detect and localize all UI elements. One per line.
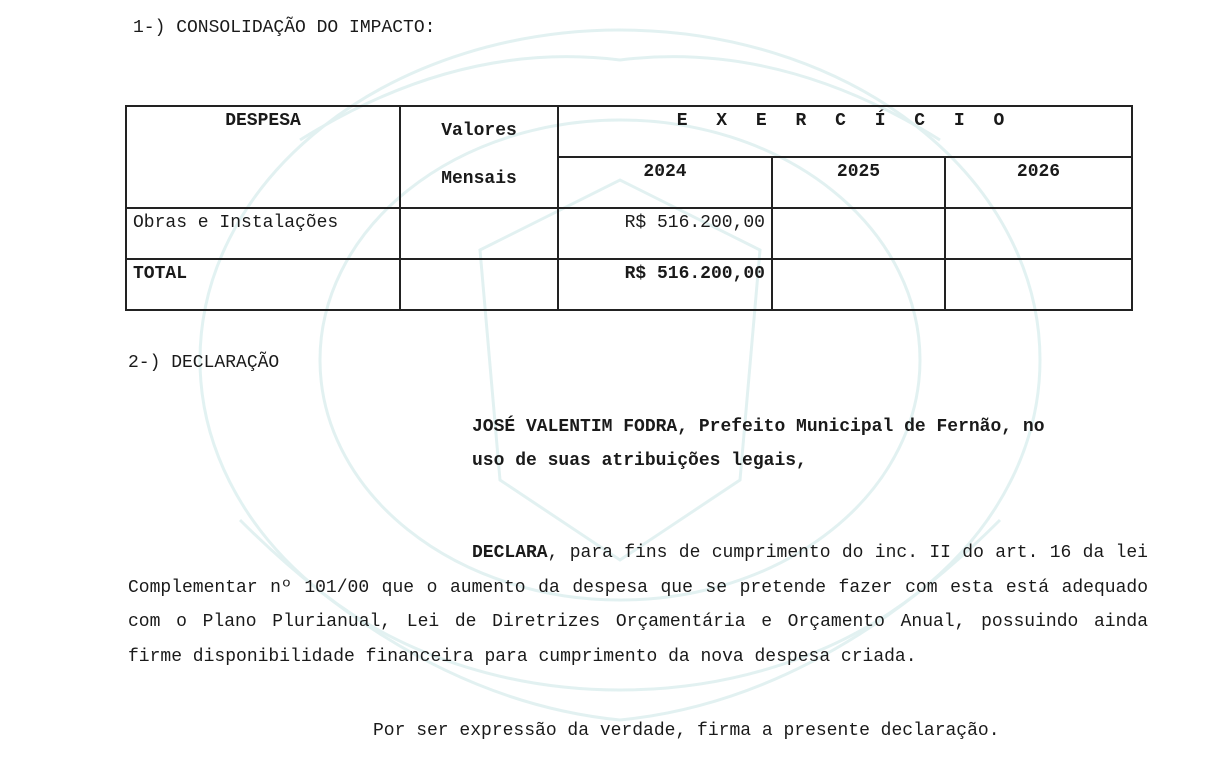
total-value-2026 [945, 259, 1132, 310]
declaration-intro [472, 410, 1045, 478]
row-value-2026 [945, 208, 1132, 259]
total-valores [400, 259, 558, 310]
table-total-row [126, 259, 1132, 310]
table-row [126, 208, 1132, 259]
total-value-2024: R$ 516.200,00 [558, 259, 772, 310]
section-1-title: 1-) CONSOLIDAÇÃO DO IMPACTO: [133, 18, 436, 38]
total-label: TOTAL [126, 259, 400, 310]
header-valores-line1: Valores [441, 121, 517, 141]
header-year-2024: 2024 [558, 157, 772, 208]
declaration-body [128, 536, 1148, 674]
header-valores-line2: Mensais [441, 169, 517, 189]
header-valores [400, 106, 558, 208]
row-valores [400, 208, 558, 259]
header-despesa: DESPESA [126, 106, 400, 208]
declaration-intro-line1: JOSÉ VALENTIM FODRA, Prefeito Municipal de Fernão, no [472, 417, 1045, 437]
impact-table [125, 105, 1133, 311]
total-value-2025 [772, 259, 945, 310]
closing-statement: Por ser expressão da verdade, firma a presente declaração. [373, 721, 1000, 741]
header-year-2026: 2026 [945, 157, 1132, 208]
row-despesa: Obras e Instalações [126, 208, 400, 259]
section-2-title: 2-) DECLARAÇÃO [128, 353, 280, 373]
row-value-2024: R$ 516.200,00 [558, 208, 772, 259]
table-header-row [126, 106, 1132, 157]
header-year-2025: 2025 [772, 157, 945, 208]
declaration-intro-line2: uso de suas atribuições legais, [472, 451, 807, 471]
row-value-2025 [772, 208, 945, 259]
declaration-text: , para fins de cumprimento do inc. II do art. 16 da lei Complementar nº 101/00 que o aumento da despesa que se pretende fazer com esta está adequado com o Plano Plurianual, Lei de Diretrizes Orçamentária e Orçamento Anual, possuindo ainda firme disponibilidade financeira para cumprimento da nova despesa criada. [128, 543, 1148, 667]
header-exercicio: E X E R C Í C I O [558, 106, 1132, 157]
declara-word: DECLARA [472, 543, 548, 563]
